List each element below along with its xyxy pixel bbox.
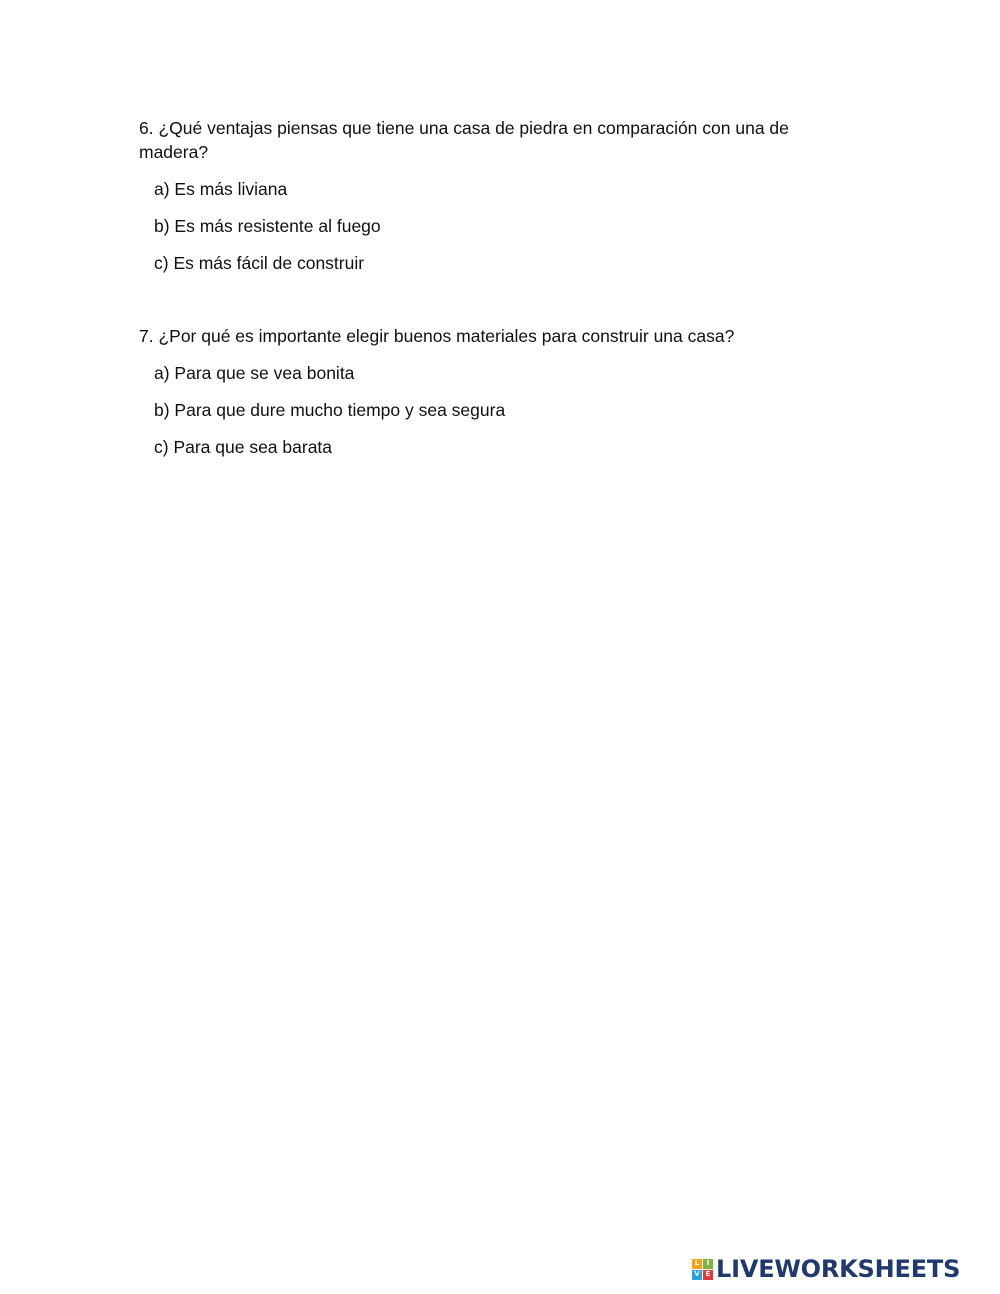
question-text: 6. ¿Qué ventajas piensas que tiene una casa de piedra en comparación con una de madera? — [139, 118, 789, 162]
option-a[interactable]: a) Para que se vea bonita — [154, 363, 355, 383]
question-6 — [139, 116, 839, 288]
logo-grid-icon — [692, 1259, 713, 1280]
option-c[interactable]: c) Para que sea barata — [154, 437, 333, 457]
logo-cell: I — [703, 1259, 713, 1269]
option-b[interactable]: b) Es más resistente al fuego — [154, 216, 381, 236]
option-b[interactable]: b) Para que dure mucho tiempo y sea segura — [154, 400, 506, 420]
question-7 — [139, 324, 839, 472]
option-c[interactable]: c) Es más fácil de construir — [154, 253, 365, 273]
logo-cell: E — [703, 1270, 713, 1280]
logo-cell: V — [692, 1270, 702, 1280]
question-text: 7. ¿Por qué es importante elegir buenos materiales para construir una casa? — [139, 326, 735, 346]
logo-text: LIVEWORKSHEETS — [716, 1255, 961, 1283]
option-a[interactable]: a) Es más liviana — [154, 179, 288, 199]
logo-cell: L — [692, 1259, 702, 1269]
liveworksheets-logo — [692, 1253, 960, 1285]
